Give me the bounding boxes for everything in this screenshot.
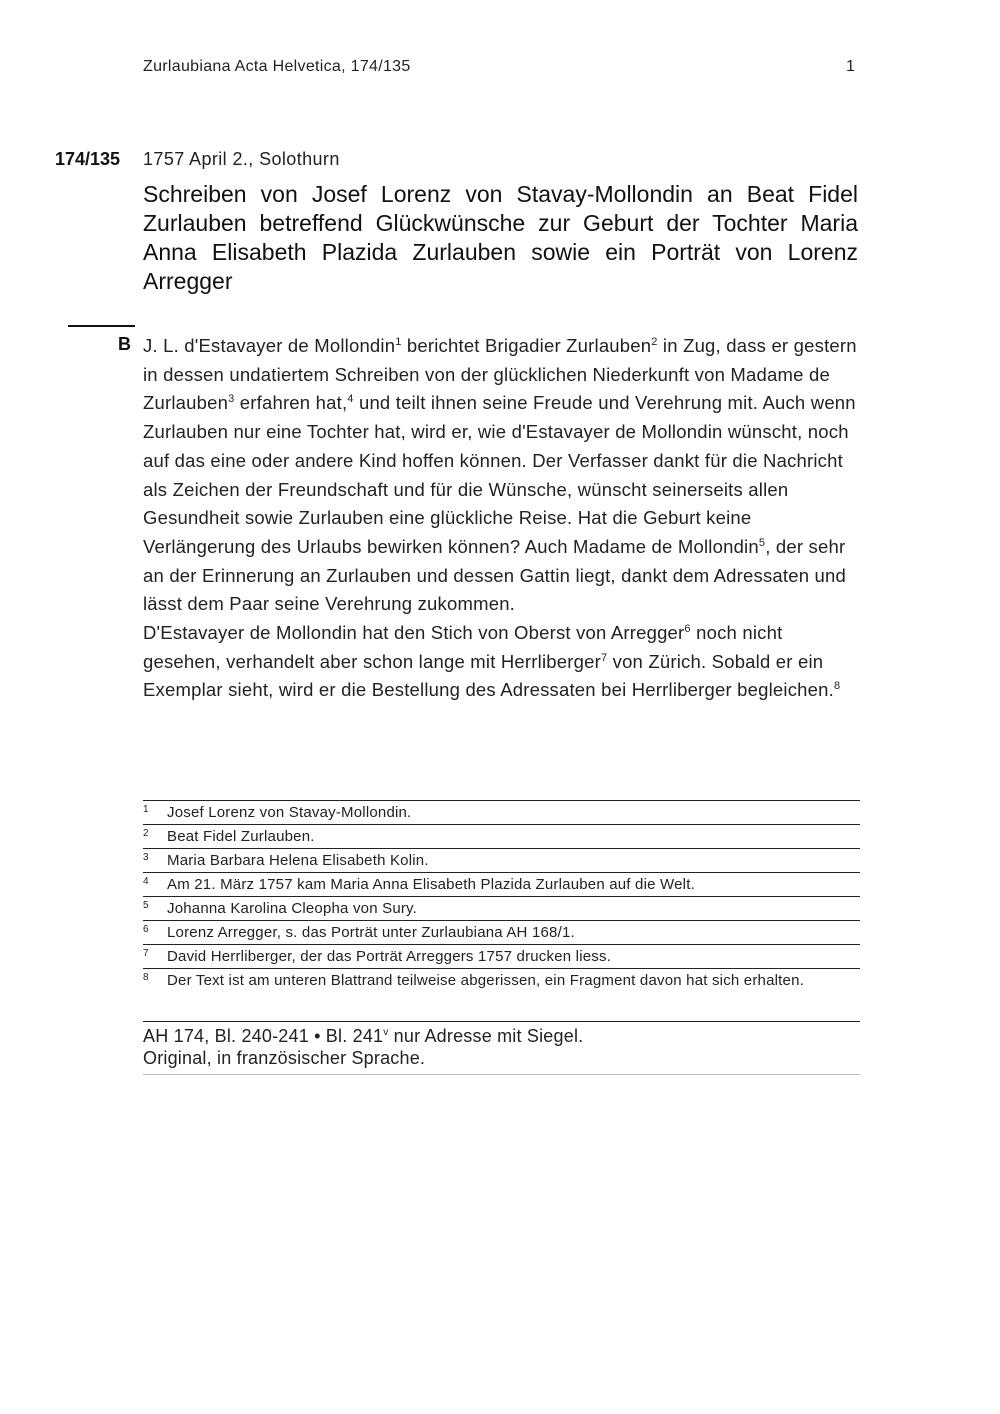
footnote-ref[interactable]: 2 <box>651 335 658 348</box>
footnote-item <box>143 921 860 945</box>
summary-paragraph <box>143 619 863 705</box>
footnote-item <box>143 849 860 873</box>
footnote-text: Maria Barbara Helena Elisabeth Kolin. <box>167 852 429 869</box>
footnote-text: Josef Lorenz von Stavay-Mollondin. <box>167 804 412 821</box>
footnotes-list <box>143 800 860 992</box>
footnote-text: David Herrliberger, der das Porträt Arreggers 1757 drucken liess. <box>167 948 612 965</box>
footnote-ref[interactable]: 5 <box>758 536 766 549</box>
footnote-ref[interactable]: 7 <box>600 651 608 664</box>
summary-text-run: berichtet Brigadier Zurlauben <box>401 335 652 356</box>
section-rule <box>68 325 135 327</box>
source-reference <box>143 1021 860 1075</box>
footnote-item <box>143 825 860 849</box>
source-verso-mark: v <box>383 1027 389 1038</box>
footnote-item <box>143 801 860 825</box>
footnote-number: 4 <box>143 876 149 887</box>
summary-paragraph <box>143 332 863 619</box>
summary-text-run: J. L. d'Estavayer de Mollondin <box>143 335 396 356</box>
footnote-ref[interactable]: 8 <box>833 680 841 693</box>
source-archive-note: nur Adresse mit Siegel. <box>388 1026 584 1046</box>
footnote-number: 1 <box>143 804 149 815</box>
summary-text-run: noch nicht gesehen, verhandelt aber schon lange mit Herrliberger <box>143 622 783 672</box>
footnote-number: 8 <box>143 972 149 983</box>
footnote-item <box>143 945 860 969</box>
summary-text-run: und teilt ihnen seine Freude und Verehrung mit. Auch wenn Zurlauben nur eine Tochter hat, wird er, wie d'Estavayer de Mollondin wünscht, noch auf das eine oder andere Kind hoffen können. Der Verfasser dankt für die Nachricht als Zeichen der Freundschaft und für die Wünsche, wünscht seinerseits allen Gesundheit sowie Zurlauben eine glückliche Reise. Hat die Geburt keine Verlängerung des Urlaubs bewirken können? Auch Madame de Mollondin <box>143 392 856 557</box>
footnote-text: Der Text ist am unteren Blattrand teilweise abgerissen, ein Fragment davon hat sich erhalten. <box>167 972 804 989</box>
source-line-archive <box>143 1025 860 1047</box>
summary-text-run: von Zürich. Sobald er ein Exemplar sieht, wird er die Bestellung des Adressaten bei Herrliberger begleichen. <box>143 650 834 701</box>
footnote-number: 2 <box>143 828 149 839</box>
summary-text-run: in Zug, dass er gestern in dessen undatiertem Schreiben von der glücklichen Niederkunft von Madame de Zurlauben <box>143 335 857 414</box>
footnote-item <box>143 897 860 921</box>
summary-marker: B <box>118 334 131 354</box>
footnote-text: Lorenz Arregger, s. das Porträt unter Zurlaubiana AH 168/1. <box>167 924 575 941</box>
footnote-item <box>143 873 860 897</box>
footnote-ref[interactable]: 1 <box>395 335 402 348</box>
footnote-number: 6 <box>143 924 149 935</box>
running-header-title: Zurlaubiana Acta Helvetica, 174/135 <box>143 58 411 75</box>
footnote-number: 5 <box>143 900 149 911</box>
summary-text <box>143 332 863 705</box>
footnote-number: 7 <box>143 948 149 959</box>
document-date-place: 1757 April 2., Solothurn <box>143 149 340 169</box>
footnote-text: Johanna Karolina Cleopha von Sury. <box>167 900 418 917</box>
page-number: 1 <box>846 58 855 75</box>
summary-text-run: D'Estavayer de Mollondin hat den Stich von Oberst von Arregger <box>143 622 685 644</box>
footnote-ref[interactable]: 3 <box>228 393 235 406</box>
summary-text-run: erfahren hat, <box>234 392 348 414</box>
document-title: Schreiben von Josef Lorenz von Stavay-Mollondin an Beat Fidel Zurlauben betreffend Glückwünsche zur Geburt der Tochter Maria Anna Elisabeth Plazida Zurlauben sowie ein Porträt von Lorenz Arregger <box>143 181 858 294</box>
footnote-number: 3 <box>143 852 149 863</box>
source-archive-ref: AH 174, Bl. 240-241 • Bl. 241 <box>143 1026 384 1046</box>
document-number: 174/135 <box>55 149 121 169</box>
footnote-ref[interactable]: 4 <box>347 393 354 406</box>
footnote-item <box>143 969 860 992</box>
summary-text-run: , der sehr an der Erinnerung an Zurlauben und dessen Gattin liegt, dankt dem Adressaten und lässt dem Paar seine Verehrung zukommen. <box>143 535 847 615</box>
source-line-language: Original, in französischer Sprache. <box>143 1048 426 1068</box>
footnote-text: Beat Fidel Zurlauben. <box>167 828 315 845</box>
footnote-text: Am 21. März 1757 kam Maria Anna Elisabeth Plazida Zurlauben auf die Welt. <box>167 876 695 893</box>
footnote-ref[interactable]: 6 <box>684 622 691 635</box>
